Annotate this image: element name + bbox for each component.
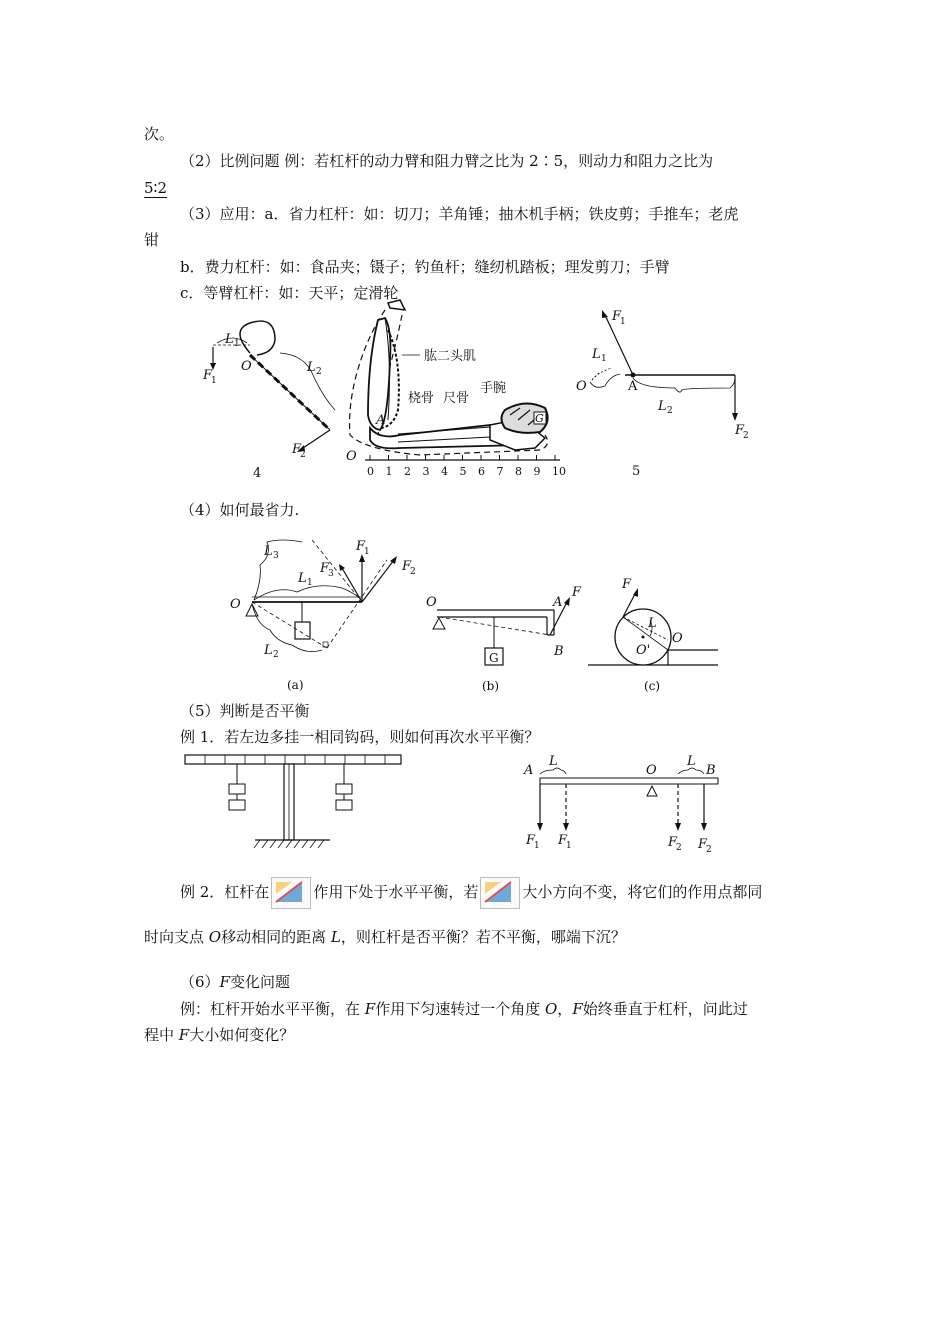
fig4-l2-label: L [307, 360, 316, 375]
lever2-o-label: O [646, 763, 657, 778]
answer-underline: 5∶2 [144, 179, 167, 197]
lever2-f1-left-sub: 1 [534, 841, 540, 851]
arm-scale-ticks [367, 455, 566, 478]
fig4-o-label: O [241, 359, 252, 374]
fig4-f1-sub: 1 [211, 376, 217, 386]
figa-f1-label: F [356, 539, 366, 554]
lever2-f2-left-sub: 2 [676, 843, 682, 853]
fig5-caption: 5 [632, 464, 641, 479]
broken-image-icon [480, 877, 520, 909]
broken-image-icon [271, 877, 311, 909]
text-line-14 [180, 999, 748, 1019]
figb-a-label: A [553, 595, 563, 610]
arm-biceps-label: 肱二头肌 [424, 349, 477, 364]
lever2-b-label: B [706, 763, 716, 778]
lever2-f1-right-sub: 1 [566, 841, 572, 851]
arm-scale-tick-label: 3 [422, 465, 430, 478]
figure-5-lever [570, 300, 760, 485]
figa-l1-sub: 1 [307, 578, 313, 588]
lever2-f2-right-sub: 2 [706, 845, 712, 855]
fig5-l2-label: L [658, 399, 667, 414]
figb-f-label: F [572, 585, 582, 600]
t14c: ， [557, 1000, 573, 1018]
lever2-l-left-label: L [549, 754, 558, 769]
arm-ulna-label: 尺骨 [443, 391, 470, 406]
figure-c-wheel [588, 570, 728, 695]
arm-scale-tick-label: 4 [441, 465, 448, 478]
text-line-4: （3）应用：a．省力杠杆：如：切刀；羊角锤；抽木机手柄；铁皮剪；手推车；老虎 [180, 205, 739, 223]
figure-4-lever [195, 315, 345, 480]
figa-f2-label: F [402, 559, 412, 574]
lever2-f1-right-label: F [558, 833, 568, 848]
t14f1: F [364, 1000, 376, 1018]
figa-caption: (a) [287, 678, 304, 692]
t13a: （6） [180, 973, 220, 991]
fig5-l1-label: L [592, 347, 601, 362]
t12o: O [208, 928, 222, 946]
lever2-f1-left-label: F [526, 833, 536, 848]
t12a: 时向支点 [144, 928, 209, 946]
figa-f2-sub: 2 [410, 567, 416, 577]
figa-o-label: O [230, 597, 241, 612]
t12l: L [330, 928, 341, 946]
text-line-13 [180, 972, 290, 992]
fig4-l2-sub: 2 [316, 367, 322, 377]
t15a: 程中 [144, 1026, 179, 1044]
lever2-a-label: A [524, 763, 534, 778]
t13f: F [219, 973, 230, 991]
arm-scale-tick-label: 2 [404, 465, 411, 478]
fig5-o-label: O [576, 379, 587, 394]
figa-f3-label: F [320, 561, 330, 576]
t12c: ，则杠杆是否平衡？若不平衡，哪端下沉？ [340, 928, 626, 946]
figa-l3-sub: 3 [273, 551, 279, 561]
fig5-f1-sub: 1 [620, 317, 626, 327]
text-line-5: 钳 [144, 231, 160, 249]
figb-g-label: G [489, 651, 499, 665]
arm-scale-tick-label: 5 [459, 465, 467, 478]
arm-scale-tick-label: 8 [515, 465, 522, 478]
arm-scale-tick-label: 0 [367, 465, 374, 478]
fig4-f1-label: F [203, 368, 213, 383]
t14a: 例：杠杆开始水平平衡，在 [180, 1000, 365, 1018]
t14f2: F [572, 1000, 583, 1018]
text-line-7: c．等臂杠杆：如：天平；定滑轮 [180, 284, 399, 302]
lever2-l-right-label: L [687, 754, 696, 769]
figc-caption: (c) [644, 679, 661, 693]
figa-l1-label: L [298, 571, 307, 586]
fig4-f2-label: F [292, 442, 302, 457]
arm-scale-tick-label: 9 [533, 465, 541, 478]
arm-a-label: A [376, 413, 386, 428]
figa-l2-label: L [264, 643, 273, 658]
figb-o-label: O [426, 595, 437, 610]
balance-stand-figure [180, 752, 410, 860]
text-line-2: （2）比例问题 例：若杠杆的动力臂和阻力臂之比为 2∶5，则动力和阻力之比为 [180, 152, 714, 170]
fig4-l1-sub: 1 [234, 339, 240, 349]
figb-b-label: B [554, 644, 564, 659]
fig5-f2-label: F [735, 423, 745, 438]
text-line-9: （5）判断是否平衡 [180, 702, 310, 720]
fig5-a-label: A [628, 379, 638, 394]
fig4-caption: 4 [253, 466, 262, 481]
lever2-f2-left-label: F [668, 835, 678, 850]
text-line-11-part-a: 例 2．杠杆在 [180, 883, 270, 901]
fig5-f1-label: F [612, 309, 622, 324]
text-line-11-part-b: 作用下处于水平平衡，若 [313, 883, 479, 901]
text-line-6: b．费力杠杆：如：食品夹；镊子；钓鱼杆；缝纫机踏板；理发剪刀；手臂 [180, 258, 670, 276]
lever-forces-figure [520, 752, 730, 860]
fig4-l1-label: L [225, 332, 234, 347]
text-line-11 [180, 876, 762, 909]
text-line-8: （4）如何最省力. [180, 501, 300, 519]
figure-a-lever [222, 530, 432, 695]
arm-scale-tick-label: 10 [552, 465, 566, 478]
fig5-l2-sub: 2 [667, 406, 673, 416]
text-line-3-answer [144, 178, 167, 198]
figa-f1-sub: 1 [364, 547, 370, 557]
figc-l-label: L [648, 616, 657, 631]
arm-wrist-label: 手腕 [480, 381, 507, 396]
figa-l3-label: L [264, 544, 273, 559]
text-line-12 [144, 927, 626, 947]
text-line-11-part-c: 大小方向不变，将它们的作用点都同 [522, 883, 763, 901]
arm-radius-label: 桡骨 [408, 391, 435, 406]
arm-scale-tick-label: 7 [496, 465, 504, 478]
text-line-10: 例 1．若左边多挂一相同钩码，则如何再次水平平衡？ [180, 728, 540, 746]
figc-o-prime-label: O' [636, 643, 651, 658]
arm-scale-tick-label: 1 [385, 465, 393, 478]
figc-o-label: O [672, 631, 683, 646]
figa-l2-sub: 2 [273, 650, 279, 660]
t15f: F [178, 1026, 190, 1044]
t12b: 移动相同的距离 [221, 928, 331, 946]
text-line-1: 次。 [144, 125, 175, 143]
fig4-f2-sub: 2 [300, 450, 306, 460]
text-line-15 [144, 1025, 294, 1045]
arm-o-label: O [346, 449, 357, 464]
t14d: 始终垂直于杠杆，问此过 [582, 1000, 748, 1018]
arm-scale-tick-label: 6 [478, 465, 485, 478]
lever2-f2-right-label: F [698, 837, 708, 852]
figure-b-lever [422, 580, 587, 695]
figc-f-label: F [622, 577, 632, 592]
t14b: 作用下匀速转过一个角度 [375, 1000, 545, 1018]
fig5-l1-sub: 1 [601, 354, 607, 364]
t14o: O [544, 1000, 558, 1018]
fig5-f2-sub: 2 [743, 431, 749, 441]
figa-f3-sub: 3 [328, 569, 334, 579]
t13b: 变化问题 [229, 973, 290, 991]
t15b: 大小如何变化？ [189, 1026, 295, 1044]
figb-caption: (b) [482, 679, 500, 693]
arm-g-label: G [535, 412, 544, 425]
arm-skeleton-figure [340, 300, 575, 485]
